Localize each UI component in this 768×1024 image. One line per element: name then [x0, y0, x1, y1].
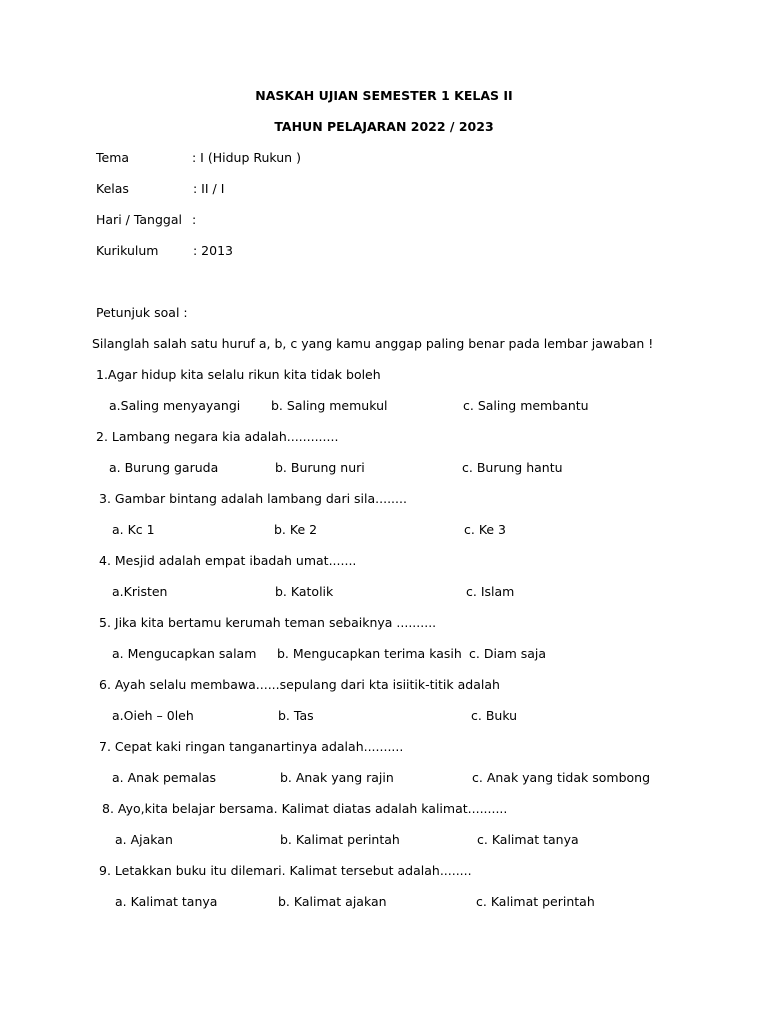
- option-c: c. Burung hantu: [462, 460, 563, 475]
- option-b: b. Kalimat perintah: [280, 832, 400, 847]
- option-a: a.Kristen: [112, 584, 168, 599]
- option-c: c. Ke 3: [464, 522, 507, 537]
- option-a: a. Anak pemalas: [112, 770, 217, 785]
- exam-title: NASKAH UJIAN SEMESTER 1 KELAS II: [255, 88, 513, 103]
- question-text: 7. Cepat kaki ringan tanganartinya adalah..........: [99, 739, 404, 754]
- option-c: c. Anak yang tidak sombong: [472, 770, 651, 785]
- option-a: a. Mengucapkan salam: [112, 646, 257, 661]
- option-a: a. Burung garuda: [109, 460, 219, 475]
- info-value-hari-tanggal: :: [192, 212, 197, 227]
- info-label-kurikulum: Kurikulum: [96, 243, 159, 258]
- option-c: c. Diam saja: [469, 646, 547, 661]
- option-a: a.Saling menyayangi: [109, 398, 241, 413]
- option-c: c. Islam: [466, 584, 515, 599]
- option-a: a. Ajakan: [115, 832, 173, 847]
- info-value-kelas: : II / I: [193, 181, 225, 196]
- info-value-kurikulum: : 2013: [193, 243, 233, 258]
- question-text: 2. Lambang negara kia adalah.............: [96, 429, 339, 444]
- info-value-tema: : I (Hidup Rukun ): [192, 150, 301, 165]
- option-c: c. Kalimat perintah: [476, 894, 595, 909]
- option-b: b. Saling memukul: [271, 398, 388, 413]
- info-label-kelas: Kelas: [96, 181, 129, 196]
- info-label-hari-tanggal: Hari / Tanggal: [96, 212, 182, 227]
- info-label-tema: Tema: [96, 150, 130, 165]
- question-text: 6. Ayah selalu membawa......sepulang dari kta isiitik-titik adalah: [99, 677, 500, 692]
- option-c: c. Kalimat tanya: [477, 832, 579, 847]
- option-b: b. Mengucapkan terima kasih: [277, 646, 462, 661]
- option-a: a. Kc 1: [112, 522, 155, 537]
- option-a: a. Kalimat tanya: [115, 894, 218, 909]
- option-c: c. Saling membantu: [463, 398, 589, 413]
- question-text: 3. Gambar bintang adalah lambang dari sila........: [99, 491, 407, 506]
- exam-year: TAHUN PELAJARAN 2022 / 2023: [274, 119, 494, 134]
- question-text: 1.Agar hidup kita selalu rikun kita tidak boleh: [96, 367, 381, 382]
- instructions-heading: Petunjuk soal :: [96, 305, 188, 320]
- question-text: 4. Mesjid adalah empat ibadah umat.......: [99, 553, 357, 568]
- option-b: b. Ke 2: [274, 522, 318, 537]
- option-b: b. Kalimat ajakan: [278, 894, 387, 909]
- option-b: b. Katolik: [275, 584, 334, 599]
- question-text: 9. Letakkan buku itu dilemari. Kalimat tersebut adalah........: [99, 863, 472, 878]
- instructions-text: Silanglah salah satu huruf a, b, c yang kamu anggap paling benar pada lembar jawaban !: [92, 336, 654, 351]
- question-text: 8. Ayo,kita belajar bersama. Kalimat diatas adalah kalimat..........: [102, 801, 508, 816]
- option-b: b. Anak yang rajin: [280, 770, 394, 785]
- question-text: 5. Jika kita bertamu kerumah teman sebaiknya ..........: [99, 615, 437, 630]
- option-b: b. Burung nuri: [275, 460, 365, 475]
- option-c: c. Buku: [471, 708, 518, 723]
- option-a: a.Oieh – 0leh: [112, 708, 194, 723]
- option-b: b. Tas: [278, 708, 314, 723]
